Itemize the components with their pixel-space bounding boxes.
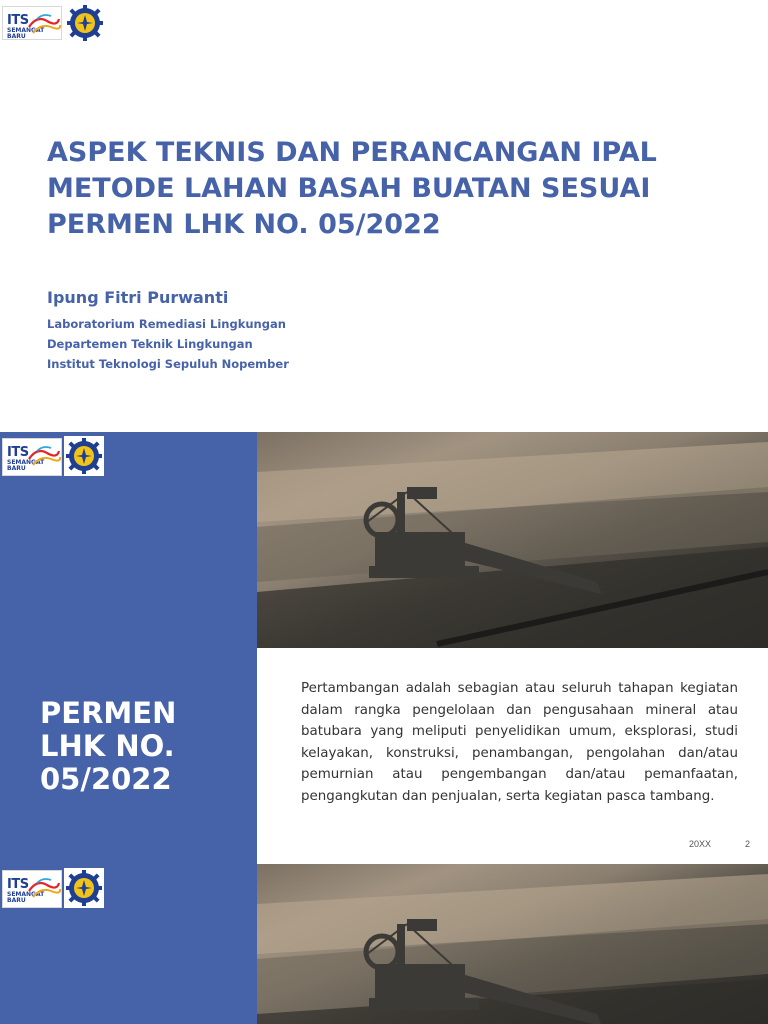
mining-excavator-photo xyxy=(257,864,768,1024)
next-slide-partial xyxy=(0,864,768,1024)
author-name: Ipung Fitri Purwanti xyxy=(47,288,229,307)
excavator-illustration xyxy=(257,864,768,1024)
its-swoosh-icon xyxy=(27,13,61,37)
its-logo-subtext: SEMANGAT BARU xyxy=(7,27,45,40)
affiliation-lab: Laboratorium Remediasi Lingkungan xyxy=(47,317,286,331)
its-logo-text: ITS xyxy=(7,445,29,460)
affiliation-institute: Institut Teknologi Sepuluh Nopember xyxy=(47,357,289,371)
its-gear-emblem-icon xyxy=(65,869,103,907)
its-logo xyxy=(2,438,62,476)
blue-side-panel xyxy=(0,432,257,864)
footer-date: 20XX xyxy=(689,839,712,849)
its-logo-text: ITS xyxy=(7,877,29,892)
its-swoosh-icon xyxy=(27,877,61,901)
excavator-illustration xyxy=(257,432,768,648)
content-slide xyxy=(0,432,768,864)
footer-page-number: 2 xyxy=(745,839,751,849)
its-gear-emblem-icon xyxy=(66,4,104,42)
its-logo-subtext: SEMANGAT BARU xyxy=(7,891,45,904)
affiliation-department: Departemen Teknik Lingkungan xyxy=(47,337,253,351)
its-gear-emblem-icon xyxy=(65,437,103,475)
mining-excavator-photo xyxy=(257,432,768,648)
its-swoosh-icon xyxy=(27,445,61,469)
its-logo xyxy=(2,870,62,908)
slide-heading: PERMEN LHK NO. 05/2022 xyxy=(40,696,177,796)
its-logo-text: ITS xyxy=(7,13,29,28)
its-logo-subtext: SEMANGAT BARU xyxy=(7,459,45,472)
its-logo xyxy=(2,6,62,40)
presentation-title: ASPEK TEKNIS DAN PERANCANGAN IPAL METODE LAHAN BASAH BUATAN SESUAI PERMEN LHK NO. 05/2022 xyxy=(47,137,657,240)
slide-body-text: Pertambangan adalah sebagian atau seluruh tahapan kegiatan dalam rangka pengelolaan dan pengusahaan mineral atau batubara yang meliputi penyelidikan umum, eksplorasi, studi kelayakan, konstruksi, penambangan, pengolahan dan/atau pemurnian atau pengembangan dan/atau pemanfaatan, pengangkutan dan penjualan, serta kegiatan pasca tambang. xyxy=(301,681,738,804)
title-slide xyxy=(0,0,768,432)
